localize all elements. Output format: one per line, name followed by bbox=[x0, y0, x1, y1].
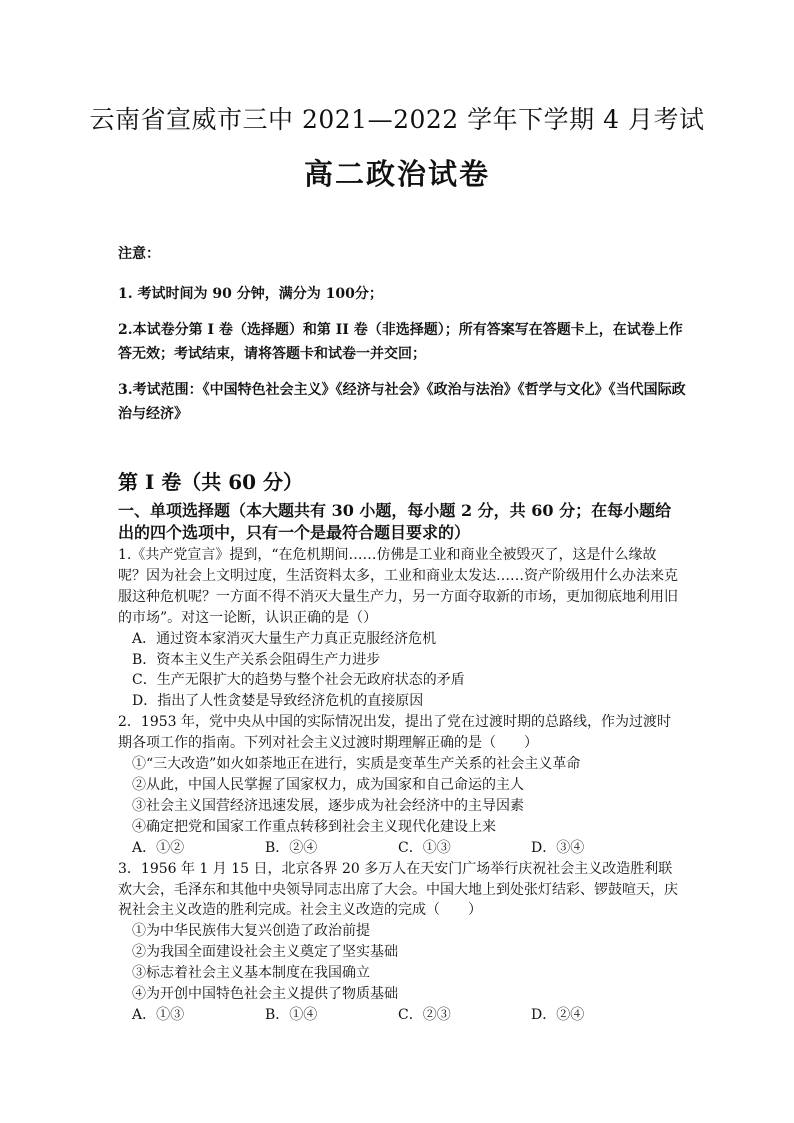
statement: ③标志着社会主义基本制度在我国确立 bbox=[132, 965, 370, 982]
choice-row bbox=[118, 838, 683, 859]
volume-heading: 第 I 卷（共 60 分） bbox=[118, 470, 304, 494]
statement: ④为开创中国特色社会主义提供了物质基础 bbox=[132, 986, 398, 1003]
statement: ①为中华民族伟大复兴创造了政治前提 bbox=[132, 923, 370, 940]
answer-option: D．指出了人性贪婪是导致经济危机的直接原因 bbox=[132, 693, 424, 710]
question-stem: 2．1953 年，党中央从中国的实际情况出发，提出了党在过渡时期的总路线，作为过渡时期各项工作的指南。下列对社会主义过渡时期理解正确的是（ ） bbox=[118, 714, 671, 752]
answer-choice: B．②④ bbox=[265, 839, 318, 856]
choice-row bbox=[118, 1005, 683, 1026]
answer-choice: C．①③ bbox=[398, 839, 451, 856]
statement: ②为我国全面建设社会主义奠定了坚实基础 bbox=[132, 944, 398, 961]
questions-list bbox=[118, 545, 683, 1026]
notes-block bbox=[118, 242, 688, 438]
question-stem: 3．1956 年 1 月 15 日，北京各界 20 多万人在天安门广场举行庆祝社会主义改造胜利联欢大会，毛泽东和其他中央领导同志出席了大会。中国大地上到处张灯结彩、锣鼓喧天，庆祝社会主义改造的胜利完成。社会主义改造的完成（ ） bbox=[118, 860, 678, 919]
answer-choice: D．②④ bbox=[531, 1006, 585, 1023]
answer-choice: B．①④ bbox=[265, 1006, 318, 1023]
answer-choice: C．②③ bbox=[398, 1006, 451, 1023]
answer-option: A．通过资本家消灭大量生产力真正克服经济危机 bbox=[132, 630, 437, 647]
answer-choice: D．③④ bbox=[531, 839, 585, 856]
statement: ③社会主义国营经济迅速发展，逐步成为社会经济中的主导因素 bbox=[132, 797, 524, 814]
notes-heading: 注意： bbox=[118, 246, 160, 262]
statement: ②从此，中国人民掌握了国家权力，成为国家和自己命运的主人 bbox=[132, 776, 524, 793]
exam-subtitle: 高二政治试卷 bbox=[303, 157, 490, 191]
answer-option: C．生产无限扩大的趋势与整个社会无政府状态的矛盾 bbox=[132, 672, 465, 689]
note-item: 1. 考试时间为 90 分钟，满分为 100分； bbox=[118, 286, 383, 302]
statement: ④确定把党和国家工作重点转移到社会主义现代化建设上来 bbox=[132, 818, 496, 835]
exam-title: 云南省宣威市三中 2021—2022 学年下学期 4 月考试 bbox=[89, 105, 705, 134]
answer-option: B．资本主义生产关系会阻碍生产力进步 bbox=[132, 651, 381, 668]
question-stem: 1.《共产党宣言》提到，“在危机期间……仿佛是工业和商业全被毁灭了，这是什么缘故呢？因为社会上文明过度，生活资料太多，工业和商业太发达……资产阶级用什么办法来克服这种危机呢？一方面不得不消灭大量生产力，另一方面夺取新的市场，更加彻底地利用旧的市场”。对这一论断，认识正确的是（） bbox=[118, 547, 678, 626]
statement: ①“三大改造”如火如荼地正在进行，实质是变革生产关系的社会主义革命 bbox=[132, 756, 581, 773]
note-item: 2.本试卷分第 I 卷（选择题）和第 II 卷（非选择题）；所有答案写在答题卡上，在试卷上作答无效；考试结束，请将答题卡和试卷一并交回； bbox=[118, 322, 683, 362]
answer-choice: A．①② bbox=[132, 839, 185, 856]
note-item: 3.考试范围：《中国特色社会主义》《经济与社会》《政治与法治》《哲学与文化》《当代国际政治与经济》 bbox=[118, 382, 686, 422]
section-heading: 一、单项选择题（本大题共有 30 小题，每小题 2 分，共 60 分；在每小题给出的四个选项中，只有一个是最符合题目要求的） bbox=[118, 501, 672, 542]
answer-choice: A．①③ bbox=[132, 1006, 185, 1023]
